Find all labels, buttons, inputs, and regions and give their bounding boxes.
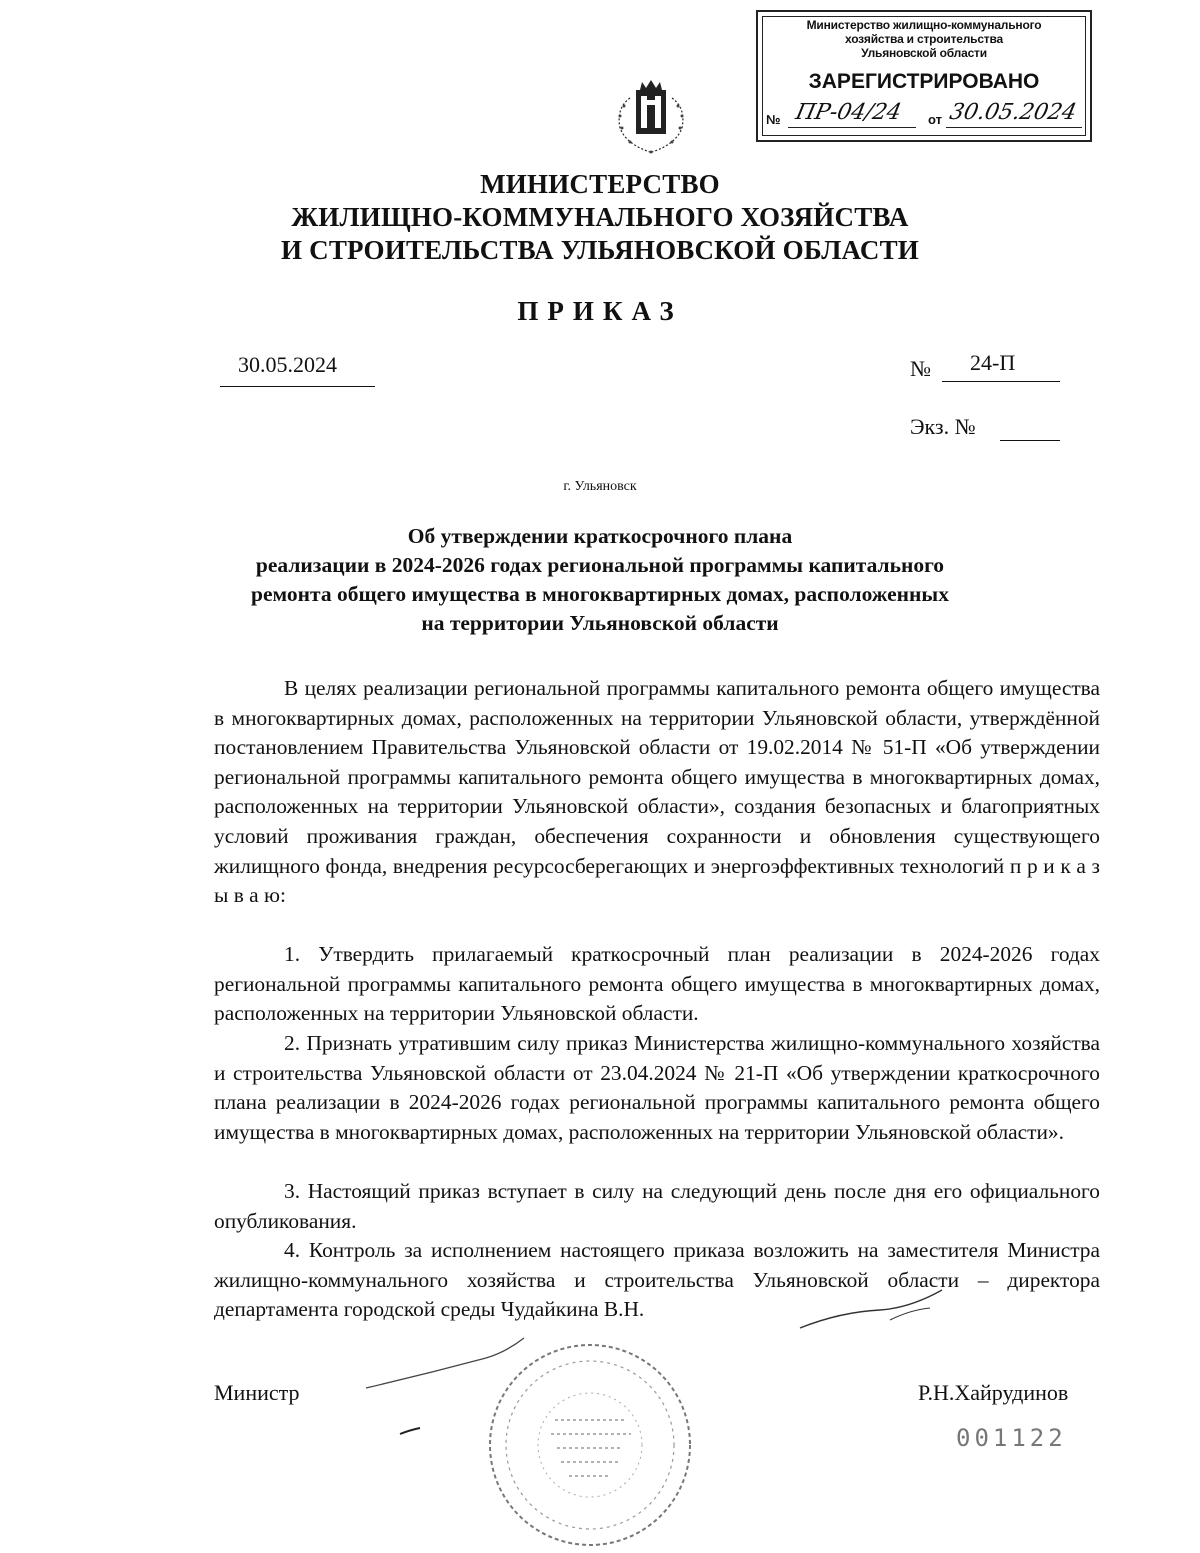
ministry-name-line: ЖИЛИЩНО-КОММУНАЛЬНОГО ХОЗЯЙСТВА (291, 202, 909, 232)
clause-2: 2. Признать утратившим силу приказ Министерства жилищно-коммунального хозяйства и строительства Ульяновской области от 23.04.2024 № 21-П «Об утверждении краткосрочного плана реализации в 2024-2026 годах региональной программы капитального ремонта общего имущества в многоквартирных домах, расположенных на территории Ульяновской области». (214, 1031, 1100, 1144)
clause-4: 4. Контроль за исполнением настоящего приказа возложить на заместителя Министра жилищно-коммунального хозяйства и строительства Ульяновской области – директора департамента городской среды Чудайкина В.Н. (214, 1238, 1100, 1322)
registration-stamp-status: ЗАРЕГИСТРИРОВАНО (808, 70, 1040, 93)
signature-name: Р.Н.Хайрудинов (918, 1380, 1069, 1405)
ulyanovsk-coat-of-arms-icon (600, 76, 702, 160)
registration-number-label: № (766, 112, 781, 127)
order-number: 24-П (970, 350, 1016, 375)
ministry-name-line: И СТРОИТЕЛЬСТВА УЛЬЯНОВСКОЙ ОБЛАСТИ (280, 235, 920, 265)
order-number-label: № (910, 356, 931, 381)
order-number-underline (942, 381, 1060, 382)
copy-number-underline (1000, 440, 1060, 441)
registration-date-underline (946, 127, 1082, 128)
order-title-line: на территории Ульяновской области (421, 611, 779, 635)
ministry-name-line: МИНИСТЕРСТВО (480, 169, 720, 199)
registration-stamp (756, 10, 1092, 142)
ministry-name (0, 168, 1200, 267)
registration-number-underline (788, 127, 916, 128)
registration-stamp-organization (758, 18, 1090, 60)
registration-stamp-org-line: Министерство жилищно-коммунального (806, 18, 1042, 32)
registration-stamp-org-line: хозяйства и строительства (845, 32, 1003, 46)
order-title (200, 522, 1000, 638)
registration-date-label: от (928, 112, 942, 127)
document-type: ПРИКАЗ (517, 296, 683, 326)
order-date: 30.05.2024 (238, 352, 337, 377)
pen-mark-icon (770, 1280, 960, 1340)
order-title-line: Об утверждении краткосрочного плана (407, 524, 793, 548)
order-title-line: ремонта общего имущества в многоквартирных домах, расположенных (251, 582, 949, 606)
order-title-line: реализации в 2024-2026 годах региональной программы капитального (255, 553, 945, 577)
city: г. Ульяновск (563, 479, 637, 494)
document-counter: 001122 (956, 1424, 1067, 1452)
preamble-paragraph: В целях реализации региональной программы капитального ремонта общего имущества в многоквартирных домах, расположенных на территории Ульяновской области, утверждённой постановлением Правительства Ульяновской области от 19.02.2014 № 51-П «Об утверждении региональной программы капитального ремонта общего имущества в многоквартирных домах, расположенных на территории Ульяновской области», создания безопасных и благоприятных условий проживания граждан, обеспечения сохранности и обновления существующего жилищного фонда, внедрения ресурсосберегающих и энергоэффективных технологий п р и к а з ы в а ю: (214, 676, 1100, 908)
registration-number-handwritten: ПР-04/24 (793, 100, 904, 125)
signature-role: Министр (214, 1380, 300, 1405)
order-date-underline (220, 386, 375, 387)
registration-stamp-org-line: Ульяновской области (861, 46, 987, 60)
clause-1: 1. Утвердить прилагаемый краткосрочный план реализации в 2024-2026 годах региональной программы капитального ремонта общего имущества в многоквартирных домах, расположенных на территории Ульяновской области. (214, 942, 1100, 1026)
round-seal-icon (485, 1340, 695, 1550)
clause-3: 3. Настоящий приказ вступает в силу на следующий день после дня его официального опубликования. (214, 1179, 1100, 1233)
registration-date-handwritten: 30.05.2024 (947, 100, 1079, 125)
copy-number-label: Экз. № (910, 414, 976, 439)
